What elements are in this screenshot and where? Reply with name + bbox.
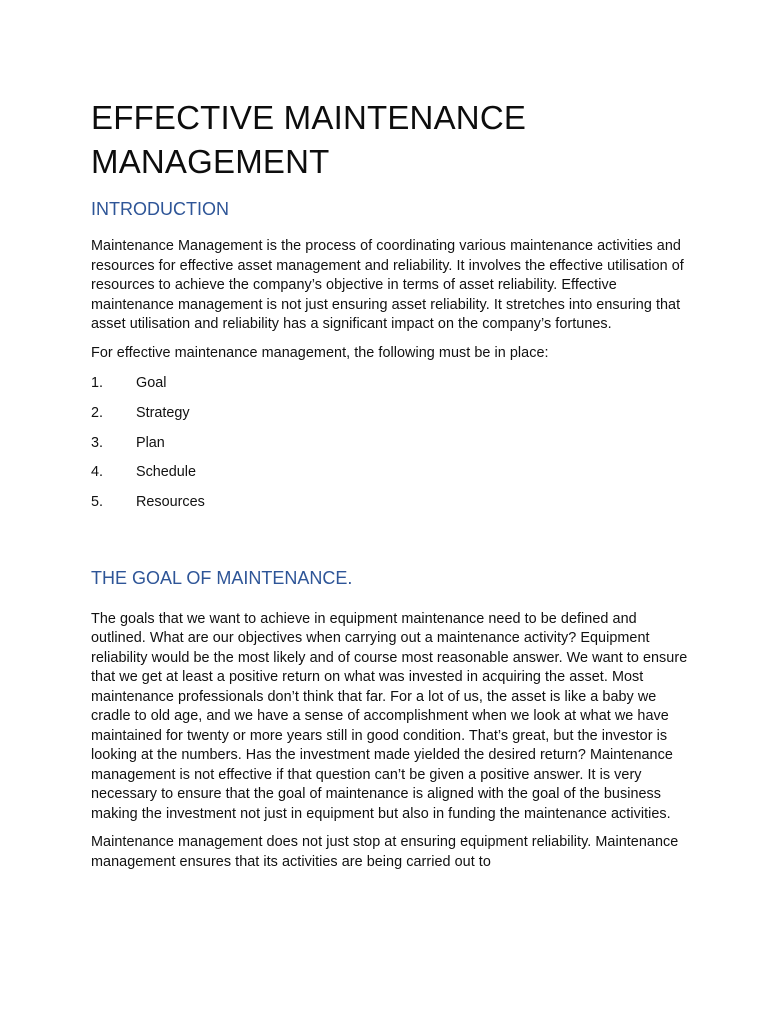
list-item-text: Schedule (136, 464, 197, 481)
list-lead-paragraph: For effective maintenance management, the following must be in place: (91, 344, 549, 361)
list-item (91, 493, 691, 513)
list-item (91, 463, 691, 483)
list-item-text: Plan (136, 434, 165, 451)
closing-paragraph: Maintenance management does not just stop at ensuring equipment reliability. Maintenance management ensures that its activities are being carried out to (91, 834, 679, 870)
goal-heading: THE GOAL OF MAINTENANCE. (91, 567, 353, 588)
introduction-paragraph: Maintenance Management is the process of coordinating various maintenance activities and resources for effective asset management and reliability. It involves the effective utilisation of resources to achieve the company’s objective in terms of asset reliability. Effective maintenance management is not just ensuring asset reliability. It stretches into ensuring that asset utilisation and reliability has a significant impact on the company’s fortunes. (91, 238, 684, 332)
document-title-line-2: MANAGEMENT (91, 143, 330, 180)
introduction-heading: INTRODUCTION (91, 199, 229, 219)
list-item-number: 4. (91, 464, 104, 481)
list-item (91, 374, 691, 394)
goal-paragraph: The goals that we want to achieve in equipment maintenance need to be defined and outlined. What are our objectives when carrying out a maintenance activity? Equipment reliability would be the most likely and of course most reasonable answer. We want to ensure that we get at least a positive return on what was invested in acquiring the asset. Most maintenance professionals don’t think that far. For a lot of us, the asset is like a baby we cradle to old age, and we have a sense of accomplishment when we look at what we have maintained for twenty or more years still in good condition. That’s great, but the investor is looking at the numbers. Has the investment made yielded the desired return? Maintenance management is not effective if that question can’t be given a positive answer. It is very necessary to ensure that the goal of maintenance is aligned with the goal of the business making the investment not just in equipment but also in funding the maintenance activities. (91, 610, 688, 822)
list-item (91, 404, 691, 424)
document-title-line-1: EFFECTIVE MAINTENANCE (91, 99, 527, 136)
requirements-list (91, 374, 691, 513)
list-item (91, 434, 691, 454)
list-item-number: 5. (91, 494, 104, 511)
list-item-number: 1. (91, 375, 104, 391)
list-item-number: 2. (91, 404, 104, 421)
list-item-text: Resources (136, 494, 205, 511)
list-item-text: Goal (136, 375, 167, 391)
list-item-number: 3. (91, 434, 104, 451)
document-title (91, 96, 691, 184)
document-page (91, 96, 691, 872)
list-item-text: Strategy (136, 404, 190, 421)
